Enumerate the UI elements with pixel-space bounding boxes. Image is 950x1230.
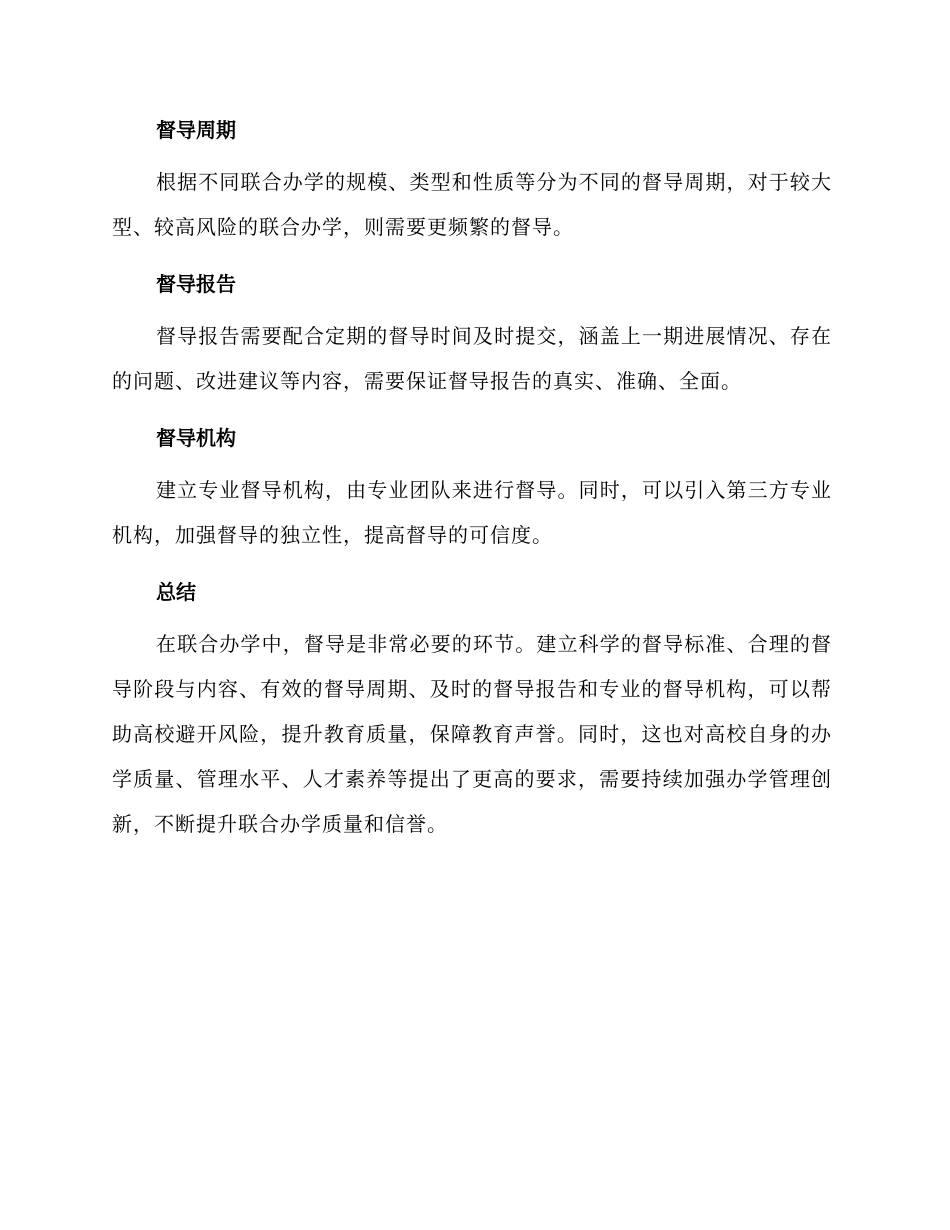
document-page bbox=[112, 108, 832, 859]
section-heading: 督导机构 bbox=[156, 426, 236, 450]
section-paragraph: 根据不同联合办学的规模、类型和性质等分为不同的督导周期，对于较大型、较高风险的联合办学，则需要更频繁的督导。 bbox=[112, 170, 832, 239]
section-paragraph: 督导报告需要配合定期的督导时间及时提交，涵盖上一期进展情况、存在的问题、改进建议等内容，需要保证督导报告的真实、准确、全面。 bbox=[112, 324, 832, 393]
section-paragraph: 建立专业督导机构，由专业团队来进行督导。同时，可以引入第三方专业机构，加强督导的独立性，提高督导的可信度。 bbox=[112, 478, 832, 547]
section-heading: 总结 bbox=[156, 580, 196, 604]
section-paragraph: 在联合办学中，督导是非常必要的环节。建立科学的督导标准、合理的督导阶段与内容、有效的督导周期、及时的督导报告和专业的督导机构，可以帮助高校避开风险，提升教育质量，保障教育声誉。同时，这也对高校自身的办学质量、管理水平、人才素养等提出了更高的要求，需要持续加强办学管理创新，不断提升联合办学质量和信誉。 bbox=[112, 632, 832, 836]
section-supervision-agency bbox=[112, 416, 832, 558]
section-heading: 督导周期 bbox=[156, 118, 236, 142]
section-summary bbox=[112, 570, 832, 847]
section-heading: 督导报告 bbox=[156, 272, 236, 296]
section-supervision-report bbox=[112, 262, 832, 404]
section-supervision-cycle bbox=[112, 108, 832, 250]
